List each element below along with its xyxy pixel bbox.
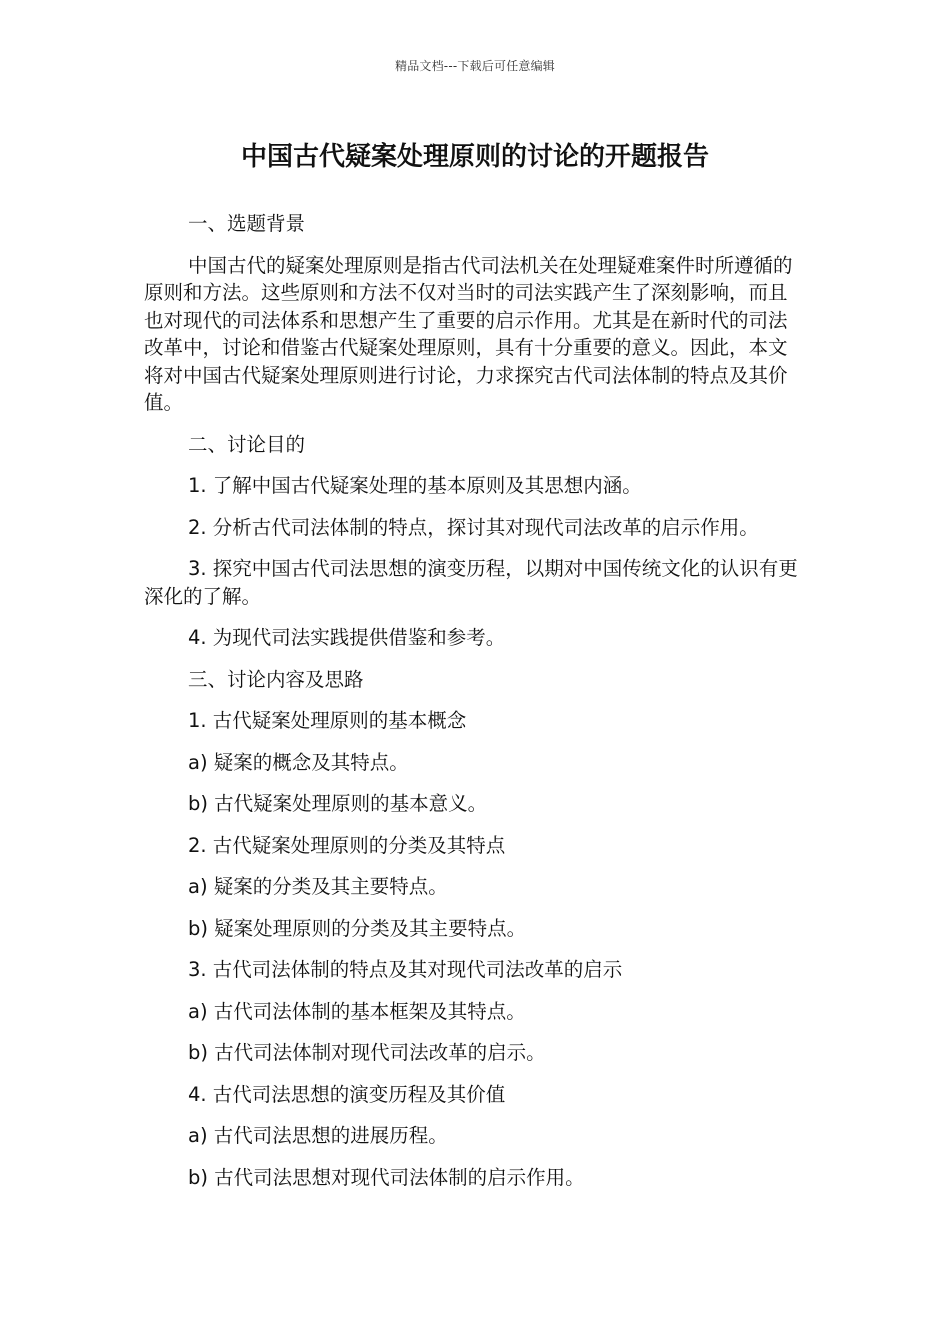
list-item-purpose-4: 4. 为现代司法实践提供借鉴和参考。 (188, 626, 506, 649)
list-item-purpose-2: 2. 分析古代司法体制的特点，探讨其对现代司法改革的启示作用。 (188, 515, 759, 539)
content-subitem-1b: b) 古代疑案处理原则的基本意义。 (188, 792, 488, 815)
paragraph-background: 中国古代的疑案处理原则是指古代司法机关在处理疑难案件时所遵循的原则和方法。这些原则和方法不仅对当时的司法实践产生了深刻影响，而且也对现代的司法体系和思想产生了重要的启示作用。尤其是在新时代的司法改革中，讨论和借鉴古代疑案处理原则，具有十分重要的意义。因此，本文将对中国古代疑案处理原则进行讨论，力求探究古代司法体制的特点及其价值。 (144, 253, 793, 414)
list-item-purpose-3: 3. 探究中国古代司法思想的演变历程，以期对中国传统文化的认识有更深化的了解。 (144, 557, 798, 608)
header-note: 精品文档---下载后可任意编辑 (395, 59, 555, 73)
section-heading-background: 一、选题背景 (188, 212, 306, 235)
content-subitem-2b: b) 疑案处理原则的分类及其主要特点。 (188, 916, 527, 940)
list-item-purpose-1: 1. 了解中国古代疑案处理的基本原则及其思想内涵。 (188, 474, 642, 497)
content-item-2: 2. 古代疑案处理原则的分类及其特点 (188, 833, 506, 857)
content-item-3: 3. 古代司法体制的特点及其对现代司法改革的启示 (188, 958, 623, 981)
section-heading-content: 三、讨论内容及思路 (188, 667, 364, 691)
section-heading-purpose: 二、讨论目的 (188, 432, 306, 456)
content-subitem-4b: b) 古代司法思想对现代司法体制的启示作用。 (188, 1165, 585, 1189)
document-title: 中国古代疑案处理原则的讨论的开题报告 (240, 142, 709, 172)
content-subitem-4a: a) 古代司法思想的进展历程。 (188, 1124, 448, 1147)
content-item-1: 1. 古代疑案处理原则的基本概念 (188, 709, 467, 732)
content-subitem-3a: a) 古代司法体制的基本框架及其特点。 (188, 999, 526, 1023)
content-subitem-1a: a) 疑案的概念及其特点。 (188, 750, 409, 774)
content-subitem-2a: a) 疑案的分类及其主要特点。 (188, 875, 448, 898)
content-subitem-3b: b) 古代司法体制对现代司法改革的启示。 (188, 1041, 546, 1064)
document-body (144, 210, 804, 1205)
content-item-4: 4. 古代司法思想的演变历程及其价值 (188, 1082, 506, 1106)
